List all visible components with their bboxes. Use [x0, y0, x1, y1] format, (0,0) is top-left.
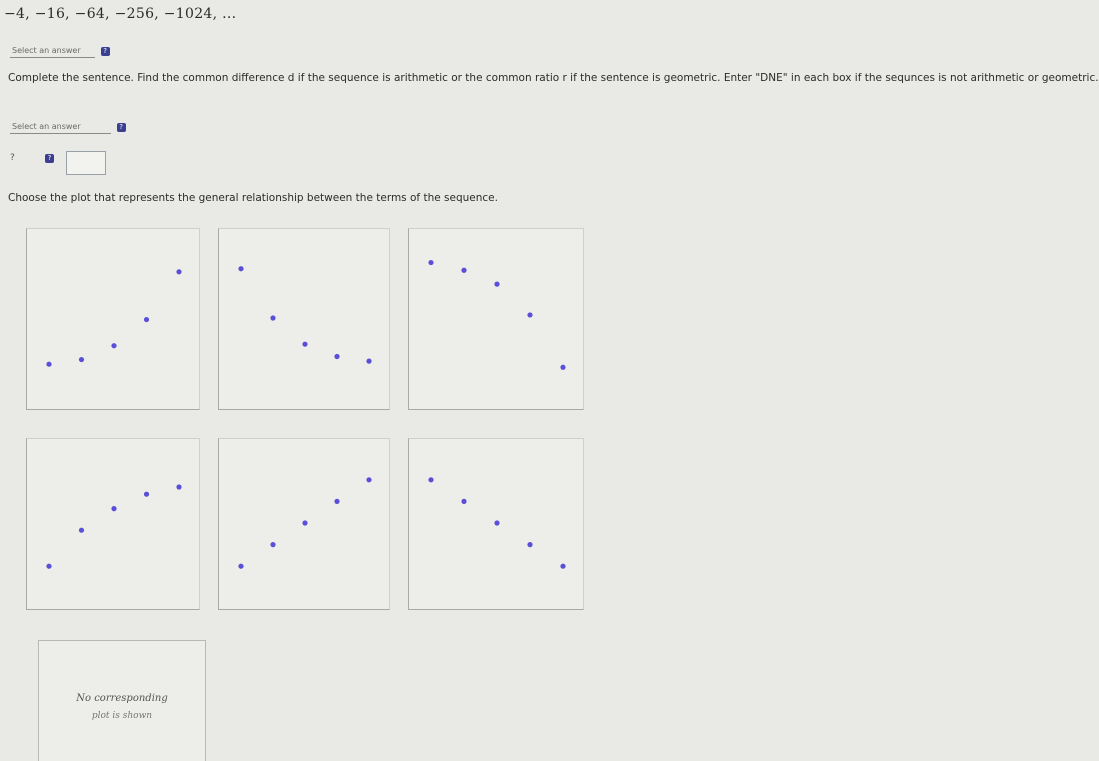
select-d-or-r-label[interactable]: Select an answer: [10, 120, 111, 134]
plot-point: [176, 484, 181, 489]
plot-point: [494, 520, 499, 525]
select-sequence-type-label[interactable]: Select an answer: [10, 44, 95, 58]
plot-point: [560, 564, 565, 569]
plot-option-4[interactable]: [26, 438, 200, 610]
plot-option-5[interactable]: [218, 438, 390, 610]
plot-point: [334, 499, 339, 504]
info-badge-icon[interactable]: ?: [101, 47, 110, 56]
plot-point: [111, 506, 116, 511]
plot-point: [366, 359, 371, 364]
plot-point: [270, 542, 275, 547]
plot-point: [144, 317, 149, 322]
plot-point: [176, 269, 181, 274]
plot-point: [366, 477, 371, 482]
plot-option-2[interactable]: [218, 228, 390, 410]
plot-point: [238, 266, 243, 271]
plot-option-3[interactable]: [408, 228, 584, 410]
plot-point: [302, 520, 307, 525]
plot-point: [527, 542, 532, 547]
plot-option-6[interactable]: [408, 438, 584, 610]
symbol-label: ?: [10, 153, 15, 163]
plot-point: [79, 357, 84, 362]
select-sequence-type[interactable]: [10, 44, 110, 58]
plot-point: [111, 343, 116, 348]
plot-point: [46, 564, 51, 569]
plot-option-5-svg: [219, 439, 389, 609]
plot-point: [302, 342, 307, 347]
plot-point: [144, 492, 149, 497]
sequence-text: −4, −16, −64, −256, −1024, ...: [4, 6, 237, 22]
no-plot-text: No corresponding: [76, 693, 168, 704]
plot-option-2-svg: [219, 229, 389, 409]
instruction-text: Complete the sentence. Find the common difference d if the sequence is arithmetic or the common ratio r if the sentence is geometric. Enter "DNE" in each box if the sequnces is not arithmetic or geometric.: [8, 72, 1099, 84]
plot-point: [494, 282, 499, 287]
plot-option-1[interactable]: [26, 228, 200, 410]
select-d-or-r[interactable]: [10, 120, 126, 134]
info-badge-icon[interactable]: ?: [117, 123, 126, 132]
plot-option-6-svg: [409, 439, 583, 609]
plot-point: [79, 528, 84, 533]
plot-point: [461, 499, 466, 504]
choose-plot-text: Choose the plot that represents the general relationship between the terms of the sequence.: [8, 192, 498, 204]
plot-point: [334, 354, 339, 359]
plot-point: [238, 564, 243, 569]
plot-point: [560, 365, 565, 370]
plot-option-1-svg: [27, 229, 199, 409]
plot-option-4-svg: [27, 439, 199, 609]
no-plot-text-2: plot is shown: [91, 711, 153, 721]
plot-point: [461, 268, 466, 273]
plot-point: [428, 477, 433, 482]
plot-option-none[interactable]: [38, 640, 206, 761]
plot-point: [428, 260, 433, 265]
plot-point: [46, 362, 51, 367]
plot-point: [527, 312, 532, 317]
plot-option-3-svg: [409, 229, 583, 409]
answer-input[interactable]: [66, 151, 106, 175]
info-badge-icon[interactable]: ?: [45, 154, 54, 163]
plot-point: [270, 315, 275, 320]
